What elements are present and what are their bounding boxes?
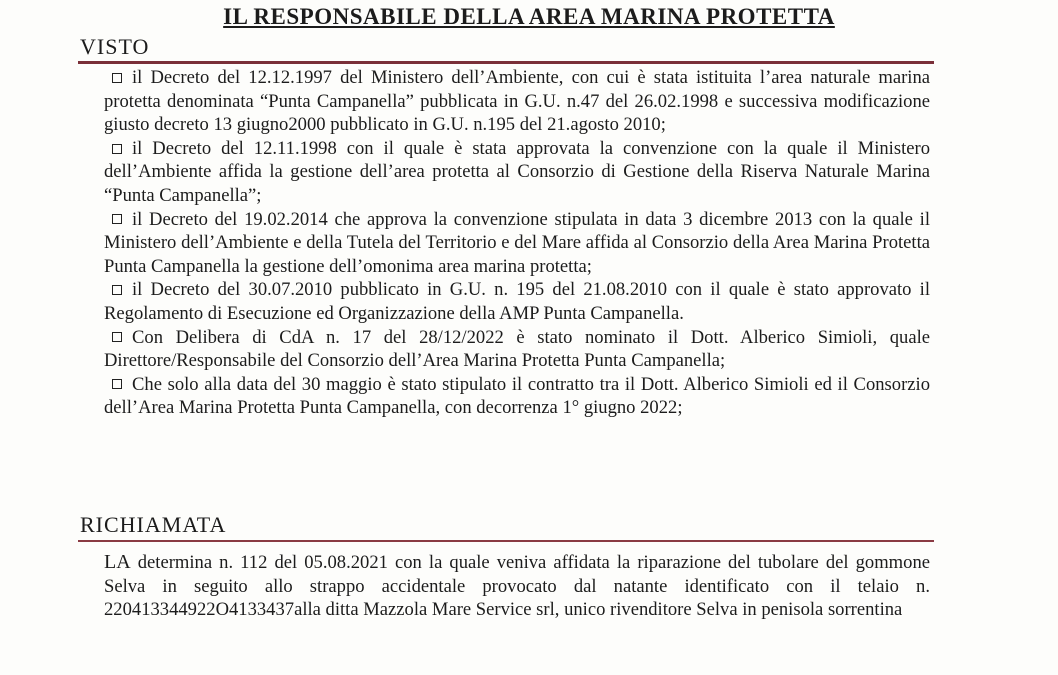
section-heading-richiamata: RICHIAMATA	[80, 512, 227, 537]
checkbox-bullet-icon	[112, 379, 122, 389]
checkbox-bullet-icon	[112, 144, 122, 154]
paragraph-lead: LA	[104, 551, 131, 573]
visto-list	[104, 66, 930, 420]
richiamata-paragraph	[104, 551, 930, 622]
list-item: il Decreto del 12.12.1997 del Ministero dell’Ambiente, con cui è stata istituita l’area naturale marina protetta denominata “Punta Campanella” pubblicata in G.U. n.47 del 26.02.1998 e successiva modificazione giusto decreto 13 giugno2000 pubblicato in G.U. n.195 del 21.agosto 2010;	[104, 67, 930, 136]
document-title: IL RESPONSABILE DELLA AREA MARINA PROTETTA	[223, 4, 835, 29]
list-item: il Decreto del 19.02.2014 che approva la convenzione stipulata in data 3 dicembre 2013 con la quale il Ministero dell’Ambiente e della Tutela del Territorio e del Mare affida al Consorzio della Area Marina Protetta Punta Campanella la gestione dell’omonima area marina protetta;	[104, 208, 930, 277]
list-item: Che solo alla data del 30 maggio è stato stipulato il contratto tra il Dott. Alberico Simioli ed il Consorzio dell’Area Marina Protetta Punta Campanella, con decorrenza 1° giugno 2022;	[104, 373, 930, 419]
list-item: il Decreto del 30.07.2010 pubblicato in G.U. n. 195 del 21.08.2010 con il quale è stato approvato il Regolamento di Esecuzione ed Organizzazione della AMP Punta Campanella.	[104, 279, 930, 324]
list-item: il Decreto del 12.11.1998 con il quale è stata approvata la convenzione con la quale il Ministero dell’Ambiente affida la gestione dell’area protetta al Consorzio di Gestione della Riserva Naturale Marina “Punta Campanella”;	[104, 137, 930, 206]
paragraph-body: determina n. 112 del 05.08.2021 con la quale veniva affidata la riparazione del tubolare del gommone Selva in seguito allo strappo accidentale provocato dal natante identificato con il telaio n. 220413344922O4133437alla ditta Mazzola Mare Service srl, unico rivenditore Selva in penisola sorrentina	[104, 552, 930, 621]
checkbox-bullet-icon	[112, 285, 122, 295]
checkbox-bullet-icon	[112, 332, 122, 342]
section-heading-visto: VISTO	[80, 34, 150, 59]
section-divider-richiamata	[78, 540, 934, 542]
checkbox-bullet-icon	[112, 214, 122, 224]
section-divider-visto	[78, 61, 934, 64]
list-item: Con Delibera di CdA n. 17 del 28/12/2022 è stato nominato il Dott. Alberico Simioli, quale Direttore/Responsabile del Consorzio dell’Area Marina Protetta Punta Campanella;	[104, 326, 930, 372]
checkbox-bullet-icon	[112, 73, 122, 83]
